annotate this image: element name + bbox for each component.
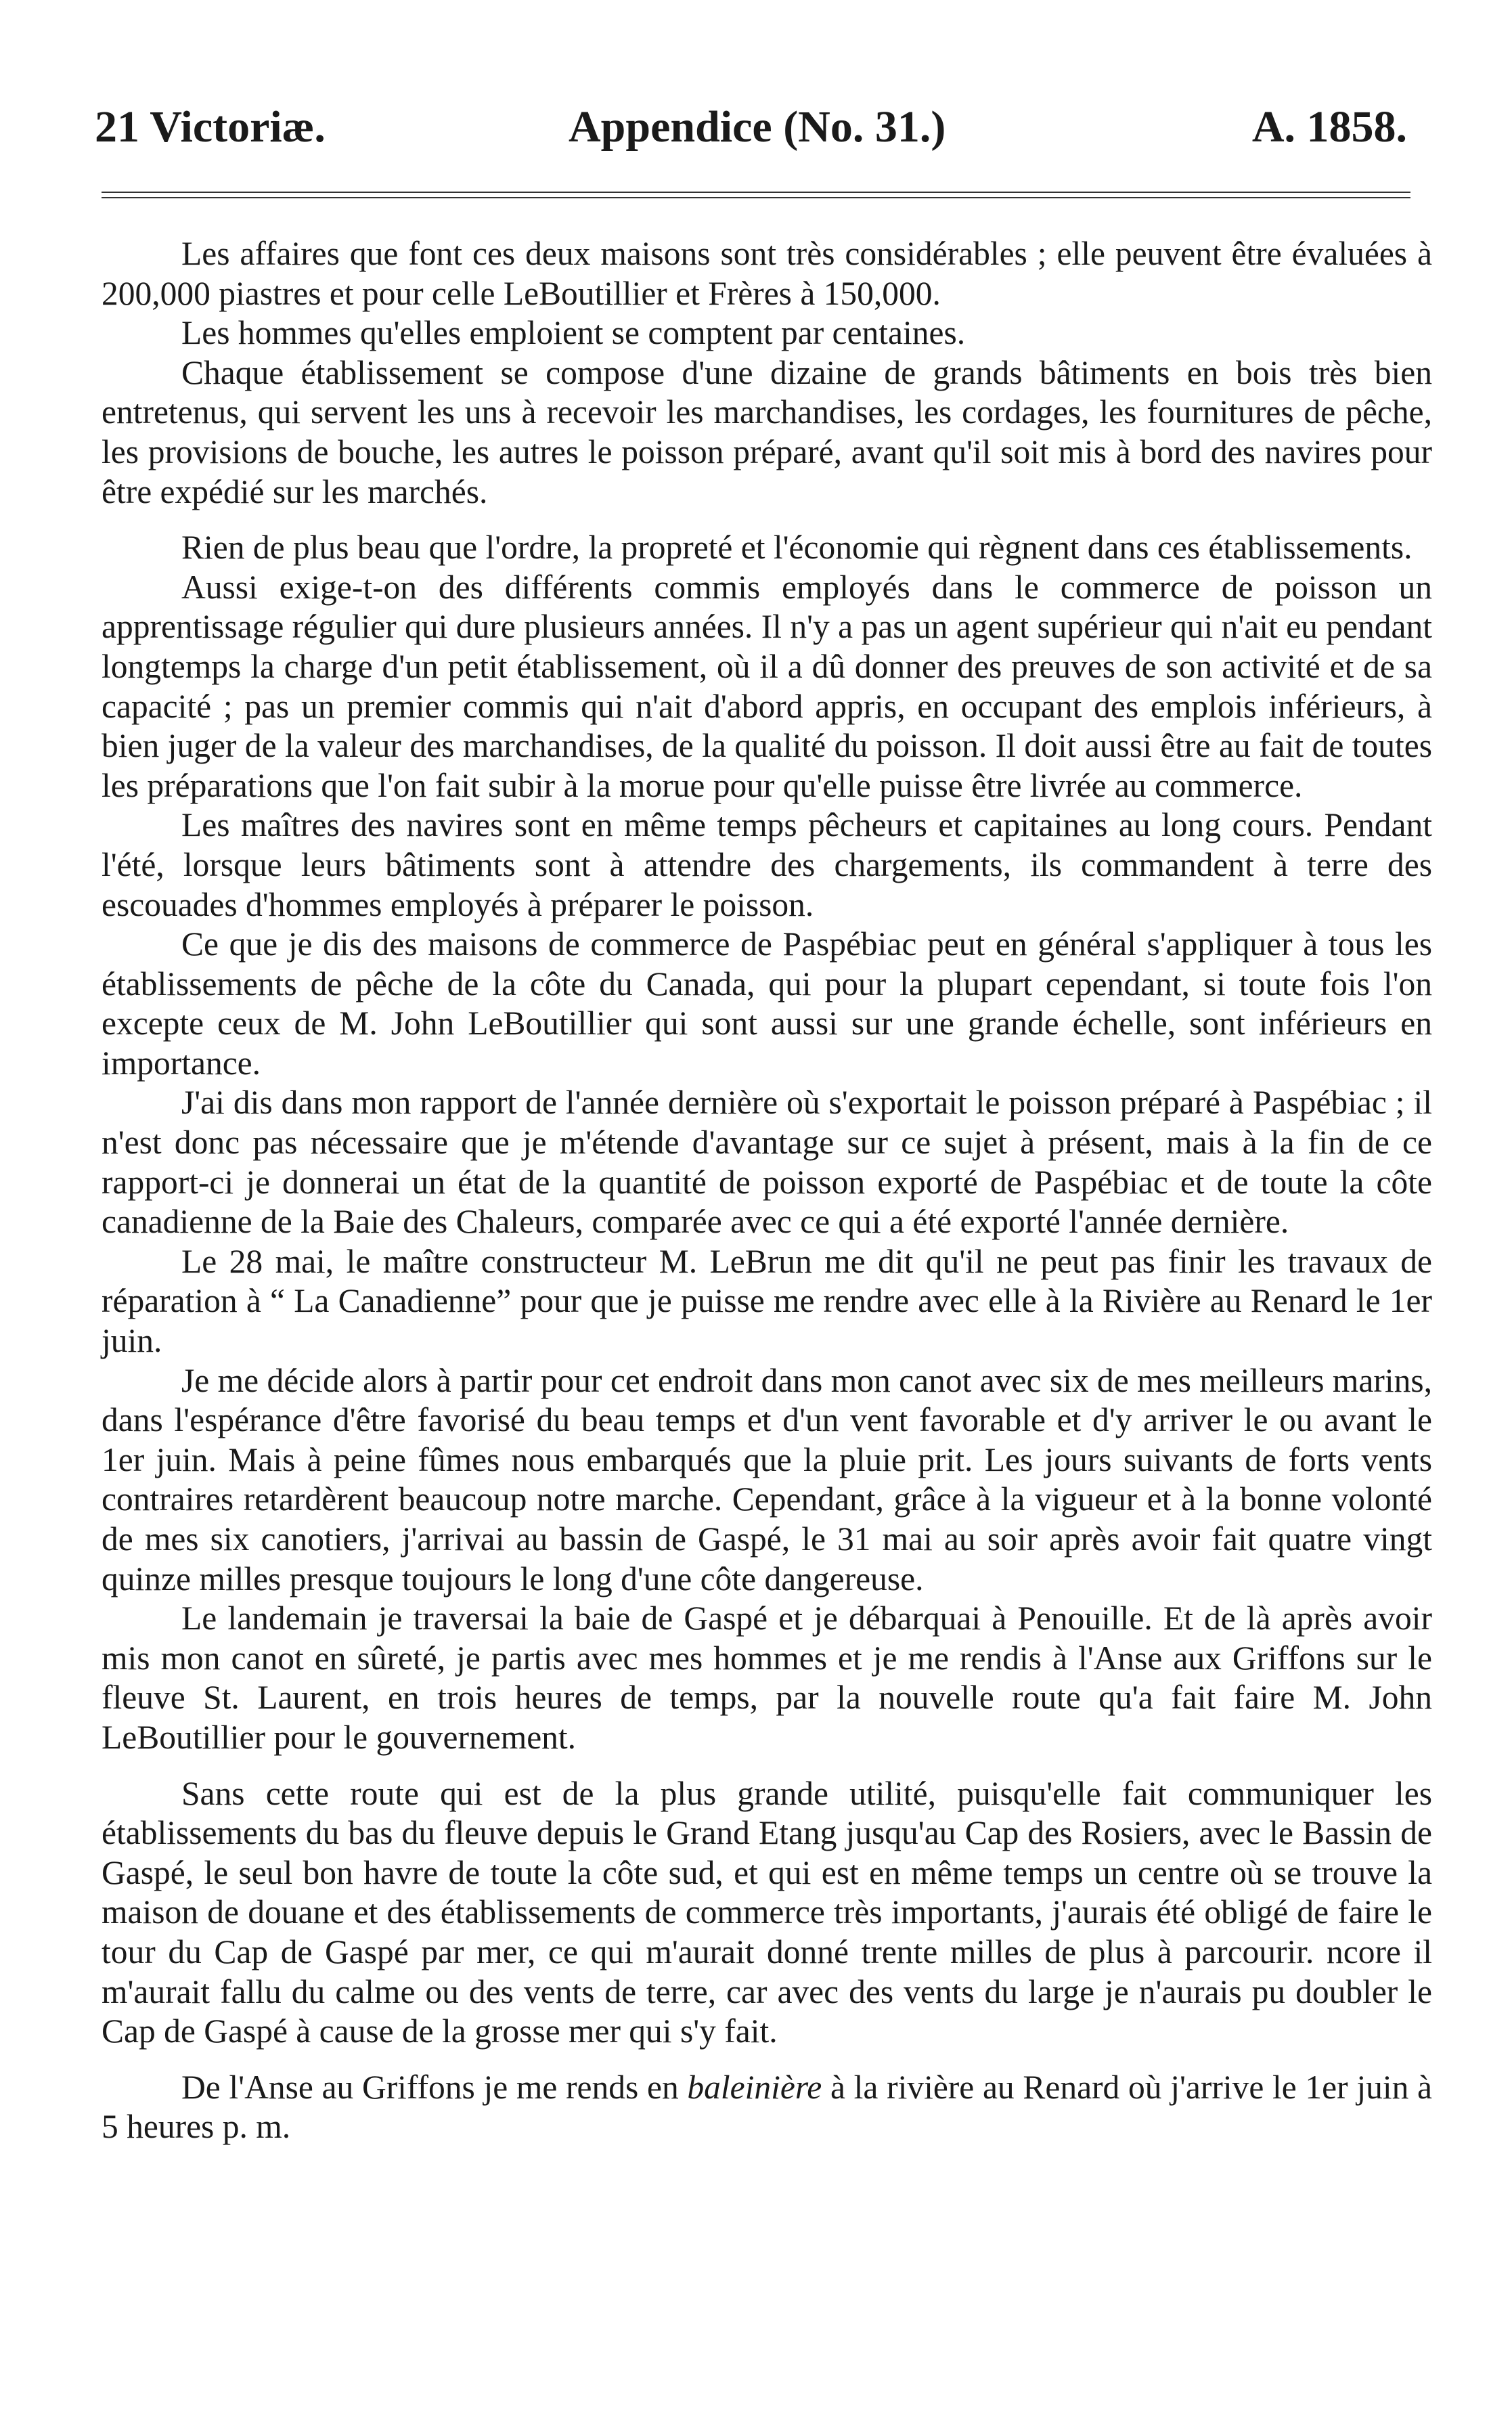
paragraph: Je me décide alors à partir pour cet endroit dans mon canot avec six de mes meilleurs marins, dans l'espérance d'être favorisé du beau temps et d'un vent favorable et d'y arriver le ou avant le 1er juin. Mais à peine fûmes nous embarqués que la pluie prit. Les jours suivants de forts vents contraires retardèrent beaucoup notre marche. Cependant, grâce à la vigueur et à la bonne volonté de mes six canotiers, j'arrivai au bassin de Gaspé, le 31 mai au soir après avoir fait quatre vingt quinze milles presque toujours le long d'une côte dangereuse.: [102, 1361, 1432, 1597]
header-appendix: Appendice (No. 31.): [569, 102, 946, 152]
text-run: De l'Anse au Griffons je me rends en: [181, 2068, 688, 2106]
paragraph: Rien de plus beau que l'ordre, la propreté et l'économie qui règnent dans ces établissements.: [181, 529, 1413, 567]
paragraph: Le 28 mai, le maître constructeur M. LeBrun me dit qu'il ne peut pas finir les travaux de réparation à “ La Canadienne” pour que je puisse me rendre avec elle à la Rivière au Renard le 1er juin.: [102, 1242, 1432, 1360]
page-header: [88, 102, 1424, 156]
paragraph: Les maîtres des navires sont en même temps pêcheurs et capitaines au long cours. Pendant l'été, lorsque leurs bâtiments sont à attendre des chargements, ils commandent à terre des escouades d'hommes employés à préparer le poisson.: [102, 806, 1432, 923]
paragraph-last: [102, 2068, 1432, 2147]
header-session: 21 Victoriæ.: [95, 102, 326, 152]
header-rule-bottom: [102, 197, 1410, 198]
paragraph: Sans cette route qui est de la plus grande utilité, puisqu'elle fait communiquer les établissements du bas du fleuve depuis le Grand Etang jusqu'au Cap des Rosiers, avec le Bassin de Gaspé, le seul bon havre de toute la côte sud, et qui est en même temps un centre où se trouve la maison de douane et des établissements de commerce très importants, j'aurais été obligé de faire le tour du Cap de Gaspé par mer, ce qui m'aurait donné trente milles de plus à parcourir. ncore il m'aurait fallu du calme ou des vents de terre, car avec des vents du large je n'aurais pu doubler le Cap de Gaspé à cause de la grosse mer qui s'y fait.: [102, 1774, 1432, 2050]
italic-term: baleinière: [687, 2068, 822, 2106]
paragraph: Les hommes qu'elles emploient se comptent par centaines.: [181, 314, 966, 352]
paragraph: Aussi exige-t-on des différents commis employés dans le commerce de poisson un apprentissage régulier qui dure plusieurs années. Il n'y a pas un agent supérieur qui n'ait eu pendant longtemps la charge d'un petit établissement, où il a dû donner des preuves de son activité et de sa capacité ; pas un premier commis qui n'ait d'abord appris, en occupant des emplois inférieurs, à bien juger de la valeur des marchandises, de la qualité du poisson. Il doit aussi être au fait de toutes les préparations que l'on fait subir à la morue pour qu'elle puisse être livrée au commerce.: [102, 568, 1432, 804]
header-year: A. 1858.: [1251, 102, 1407, 152]
paragraph: Le landemain je traversai la baie de Gaspé et je débarquai à Penouille. Et de là après avoir mis mon canot en sûreté, je partis avec mes hommes et je me rendis à l'Anse aux Griffons sur le fleuve St. Laurent, en trois heures de temps, par la nouvelle route qu'a fait faire M. John LeBoutillier pour le gouvernement.: [102, 1600, 1432, 1756]
text-run: à la rivière au Renard où j'arrive le 1er juin à 5 heures p. m.: [102, 2068, 1433, 2146]
paragraph: Les affaires que font ces deux maisons sont très considérables ; elle peuvent être évaluées à 200,000 piastres et pour celle LeBoutillier et Frères à 150,000.: [102, 235, 1432, 312]
body-text: [102, 234, 1432, 2147]
header-rule-top: [102, 192, 1410, 193]
paragraph: J'ai dis dans mon rapport de l'année dernière où s'exportait le poisson préparé à Paspébiac ; il n'est donc pas nécessaire que je m'étende d'avantage sur ce sujet à présent, mais à la fin de ce rapport-ci je donnerai un état de la quantité de poisson exporté de Paspébiac et de toute la côte canadienne de la Baie des Chaleurs, comparée avec ce qui a été exporté l'année dernière.: [102, 1084, 1432, 1241]
paragraph: Ce que je dis des maisons de commerce de Paspébiac peut en général s'appliquer à tous les établissements de pêche de la côte du Canada, qui pour la plupart cependant, si toute fois l'on excepte ceux de M. John LeBoutillier qui sont aussi sur une grande échelle, sont inférieurs en importance.: [102, 925, 1432, 1082]
paragraph: Chaque établissement se compose d'une dizaine de grands bâtiments en bois très bien entretenus, qui servent les uns à recevoir les marchandises, les cordages, les fournitures de pêche, les provisions de bouche, les autres le poisson préparé, avant qu'il soit mis à bord des navires pour être expédié sur les marchés.: [102, 353, 1432, 510]
